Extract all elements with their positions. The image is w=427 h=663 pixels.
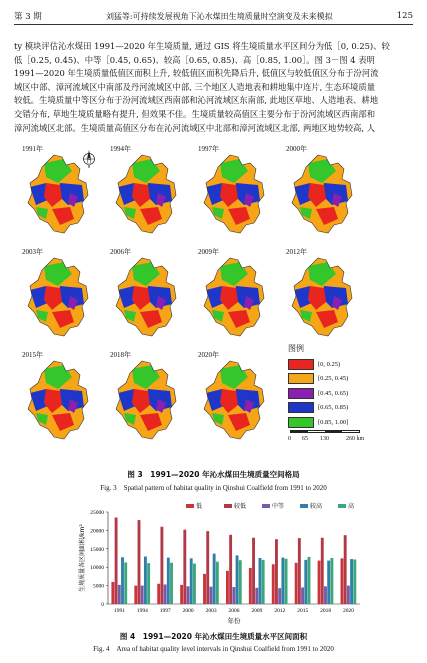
- bar: [206, 531, 209, 604]
- body-line: 低［0.25, 0.45)、中等［0.45, 0.65)、较高［0.65, 0.85)、高［0.85, 1.00］。图 3－图 4 表明: [14, 54, 375, 65]
- legend-label: [0.45, 0.65): [318, 389, 349, 397]
- page-number: 125: [396, 11, 413, 21]
- bar: [170, 563, 173, 604]
- scale-bar-graphic: [290, 430, 360, 433]
- habitat-map: [104, 246, 182, 338]
- legend-label: [0, 0.25): [318, 360, 341, 368]
- habitat-map: [16, 246, 94, 338]
- y-tick-label: 5000: [93, 583, 104, 590]
- legend-label: [0.25, 0.45): [318, 375, 349, 383]
- legend-swatch: [288, 373, 314, 384]
- bar: [111, 582, 114, 604]
- legend-item: [288, 386, 368, 401]
- bar: [209, 587, 212, 604]
- habitat-map: [104, 143, 182, 235]
- legend-swatch: [338, 504, 346, 508]
- body-line: 较低。生境质量中等区分布于汾河流域区西南部和沁河流域区东南部, 此地区草地、人造地表、耕地: [14, 95, 379, 106]
- legend-swatch: [288, 359, 314, 370]
- legend-swatch: [186, 504, 194, 508]
- legend-label: [0.85, 1.00]: [318, 418, 349, 426]
- y-tick-label: 20000: [90, 528, 104, 535]
- map-year-label: 2003年: [22, 248, 43, 256]
- scale-tick: 65: [302, 436, 308, 442]
- bar: [203, 574, 206, 604]
- x-tick-label: 2015: [297, 608, 309, 614]
- fig4-caption-en: Fig. 4 Area of habitat quality level intervals in Qinshui Coalfield from 1991 to 2020: [93, 645, 334, 653]
- legend-label: 中等: [272, 503, 285, 510]
- scale-tick: 260 km: [346, 436, 365, 442]
- x-tick-label: 2003: [205, 608, 217, 614]
- habitat-map: [16, 143, 94, 235]
- body-line: 1991—2020 年生境质量低值区面积上升, 较低值区面积先降后升, 低值区与较低值区分布于汾河流: [14, 68, 379, 79]
- habitat-map: [192, 246, 270, 338]
- bar: [347, 586, 350, 604]
- bar: [134, 586, 137, 604]
- scale-tick: 130: [320, 436, 329, 442]
- bar: [281, 558, 284, 604]
- bar: [144, 557, 147, 604]
- fig4-caption-cn: 图 4 1991—2020 年沁水煤田生境质量水平区间面积: [119, 632, 308, 641]
- bar: [226, 571, 229, 604]
- bar: [330, 558, 333, 604]
- habitat-map: [16, 349, 94, 441]
- bar: [275, 539, 278, 604]
- bar: [298, 538, 301, 604]
- y-tick-label: 25000: [90, 510, 104, 516]
- legend-item: [288, 357, 368, 372]
- issue-number: 第 3 期: [14, 12, 42, 22]
- bar: [167, 558, 170, 604]
- map-year-label: 2015年: [22, 351, 43, 359]
- bar: [229, 535, 232, 604]
- running-header: [14, 9, 413, 23]
- bar: [278, 588, 281, 604]
- x-tick-label: 2009: [251, 608, 263, 614]
- bar: [121, 557, 124, 604]
- map-year-label: 1994年: [110, 145, 131, 153]
- x-axis-label: 年份: [227, 617, 241, 625]
- bar: [259, 558, 262, 604]
- bar: [164, 584, 167, 604]
- region-map-shape: [24, 359, 90, 441]
- habitat-map: [192, 349, 270, 441]
- legend-item: [288, 401, 368, 416]
- x-tick-label: 2018: [320, 608, 332, 614]
- bar: [160, 527, 163, 604]
- legend-swatch: [288, 402, 314, 413]
- legend-item: [288, 372, 368, 387]
- bar: [344, 535, 347, 604]
- bar: [236, 555, 239, 604]
- body-line: ty 模块评估沁水煤田 1991—2020 年生境质量, 通过 GIS 将生境质量水平区间分为低［0, 0.25)、较: [14, 41, 390, 51]
- legend-item: [288, 415, 368, 430]
- map-year-label: 2020年: [198, 351, 219, 359]
- region-map-shape: [200, 256, 266, 338]
- region-map-shape: [112, 359, 178, 441]
- habitat-map: [280, 246, 358, 338]
- bar: [147, 563, 150, 604]
- map-year-label: 2006年: [110, 248, 131, 256]
- x-tick-label: 1994: [136, 608, 148, 614]
- region-map-shape: [112, 153, 178, 235]
- bar: [190, 558, 193, 604]
- fig3-caption-cn: 图 3 1991—2020 年沁水煤田生境质量空间格局: [127, 470, 300, 479]
- area-bar-chart: [66, 500, 366, 630]
- legend-label: [0.65, 0.85): [318, 404, 349, 412]
- region-map-shape: [288, 256, 354, 338]
- region-map-shape: [288, 153, 354, 235]
- map-year-label: 2000年: [286, 145, 307, 153]
- legend-swatch: [262, 504, 270, 508]
- body-paragraph: [14, 40, 414, 135]
- map-legend: [288, 343, 368, 430]
- bar: [180, 585, 183, 604]
- habitat-map: [280, 143, 358, 235]
- fig3-caption-en: Fig. 3 Spatial pattern of habitat quality in Qinshui Coalfield from 1991 to 2020: [100, 484, 327, 492]
- map-year-label: 2012年: [286, 248, 307, 256]
- bar: [193, 564, 196, 604]
- body-line: 漳河流域区北部。生境质量高值区分布在沁河流域区中北部和漳河流域区北部, 两地区地势较高, 人: [14, 122, 376, 133]
- legend-label: 高: [348, 503, 355, 510]
- bar: [350, 559, 353, 604]
- x-tick-label: 1997: [159, 608, 171, 614]
- bar: [353, 559, 356, 604]
- x-tick-label: 1991: [113, 608, 125, 614]
- bar: [183, 530, 186, 604]
- bar: [324, 586, 327, 604]
- bar: [213, 554, 216, 604]
- map-year-label: 2018年: [110, 351, 131, 359]
- x-tick-label: 2000: [182, 608, 194, 614]
- bar: [255, 588, 258, 604]
- region-map-shape: [200, 153, 266, 235]
- y-tick-label: 15000: [90, 546, 104, 553]
- bar: [232, 587, 235, 604]
- body-line: 域区中部、漳河流域区中南部及丹河流域区中部, 三个地区人造地表和耕地集中连片, 生态环境质量: [14, 81, 376, 92]
- bar: [138, 520, 141, 604]
- legend-swatch: [300, 504, 308, 508]
- bar: [187, 586, 190, 604]
- region-map-shape: [112, 256, 178, 338]
- region-map-shape: [200, 359, 266, 441]
- bar: [157, 584, 160, 604]
- habitat-map: [104, 349, 182, 441]
- habitat-map: [192, 143, 270, 235]
- legend-label: 较低: [234, 503, 247, 510]
- bar: [295, 563, 298, 604]
- y-axis-label: 生境质量各区间面积/km²: [79, 524, 86, 592]
- bar: [301, 587, 304, 604]
- bar: [318, 561, 321, 604]
- y-tick-label: 10000: [90, 565, 104, 572]
- bar: [115, 518, 118, 604]
- legend-swatch: [288, 417, 314, 428]
- map-year-label: 1991年: [22, 145, 43, 153]
- legend-label: 较高: [310, 503, 323, 510]
- bar: [118, 585, 121, 604]
- bar: [321, 538, 324, 604]
- legend-label: 低: [196, 503, 203, 510]
- bar: [252, 538, 255, 604]
- map-year-label: 2009年: [198, 248, 219, 256]
- bar: [239, 560, 242, 604]
- scale-bar: [288, 430, 368, 452]
- x-tick-label: 2020: [343, 608, 355, 614]
- legend-swatch: [288, 388, 314, 399]
- header-rule: [14, 24, 413, 25]
- legend-title: 图例: [288, 344, 304, 353]
- bar: [304, 560, 307, 604]
- bar: [124, 562, 127, 604]
- running-title: 刘猛等:可持续发展视角下沁水煤田生境质量时空演变及未来模拟: [105, 11, 333, 21]
- bar: [262, 560, 265, 604]
- y-tick-label: 0: [101, 602, 104, 608]
- x-tick-label: 2012: [274, 608, 286, 614]
- scale-tick: 0: [288, 436, 291, 442]
- legend-swatch: [224, 504, 232, 508]
- bar: [216, 562, 219, 604]
- bar: [327, 561, 330, 604]
- bar: [341, 558, 344, 604]
- region-map-shape: [24, 153, 90, 235]
- bar: [308, 557, 311, 604]
- bar: [272, 564, 275, 604]
- region-map-shape: [24, 256, 90, 338]
- body-line: 交错分布, 草地生境质量略有提升, 但效果不佳。生境质量较高值区主要分布于汾河流域区西南部和: [14, 108, 376, 119]
- bar: [141, 586, 144, 604]
- bar: [249, 568, 252, 604]
- map-year-label: 1997年: [198, 145, 219, 153]
- bar: [285, 559, 288, 604]
- x-tick-label: 2006: [228, 608, 240, 614]
